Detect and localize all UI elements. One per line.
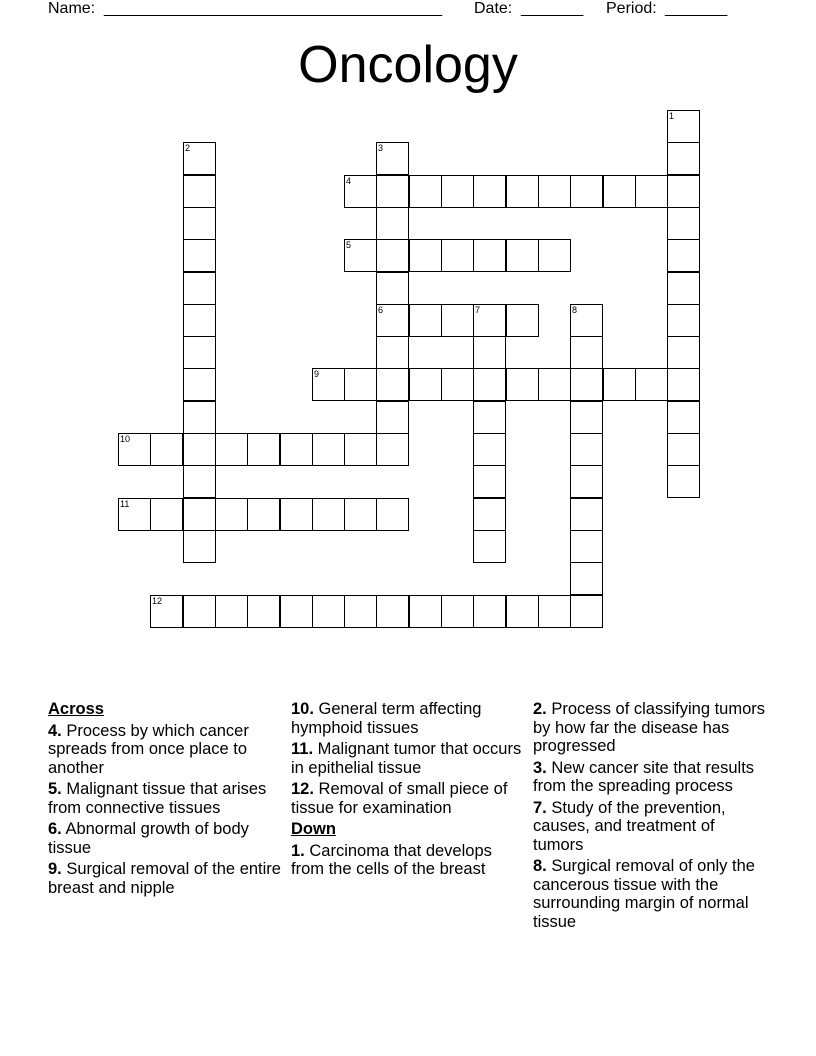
clue-number: 4. [48, 721, 62, 740]
grid-cell[interactable] [409, 304, 442, 337]
grid-cell[interactable] [409, 239, 442, 272]
clue-item [291, 780, 527, 817]
grid-cell[interactable] [667, 304, 700, 337]
grid-cell[interactable] [183, 207, 216, 240]
clue-item [48, 820, 284, 857]
grid-cell[interactable] [280, 595, 313, 628]
cell-number: 12 [152, 596, 163, 606]
date-label: Date: [474, 0, 513, 17]
grid-cell[interactable] [538, 239, 571, 272]
clue-number: 5. [48, 780, 62, 798]
clue-item [291, 842, 527, 879]
grid-cell[interactable] [570, 498, 603, 531]
clue-column-3 [533, 700, 769, 934]
grid-cell[interactable] [312, 595, 345, 628]
grid-cell[interactable] [441, 175, 474, 208]
grid-cell[interactable] [667, 239, 700, 272]
grid-cell[interactable] [376, 336, 409, 369]
grid-cell[interactable] [570, 562, 603, 595]
grid-cell[interactable] [667, 465, 700, 498]
grid-cell[interactable] [570, 175, 603, 208]
grid-cell[interactable] [506, 239, 539, 272]
grid-cell[interactable] [506, 595, 539, 628]
grid-cell[interactable] [409, 595, 442, 628]
grid-cell[interactable] [473, 401, 506, 434]
grid-cell[interactable] [312, 368, 345, 401]
period-label: Period: [606, 0, 657, 17]
clue-text: Process of classifying tumors by how far the disease has progressed [533, 700, 766, 755]
grid-cell[interactable] [603, 368, 636, 401]
grid-cell[interactable] [570, 433, 603, 466]
grid-cell[interactable] [183, 272, 216, 305]
grid-cell[interactable] [506, 304, 539, 337]
grid-cell[interactable] [667, 336, 700, 369]
grid-cell[interactable] [344, 433, 377, 466]
grid-cell[interactable] [667, 175, 700, 208]
grid-cell[interactable] [312, 498, 345, 531]
clue-item [533, 700, 769, 756]
name-field[interactable]: ______________________________________ [104, 0, 443, 17]
clue-text: Surgical removal of only the cancerous tissue with the surrounding margin of normal tissue [533, 857, 755, 931]
grid-cell[interactable] [473, 175, 506, 208]
grid-cell[interactable] [570, 465, 603, 498]
clue-number: 3. [533, 758, 547, 777]
grid-cell[interactable] [376, 142, 409, 175]
grid-cell[interactable] [441, 595, 474, 628]
clue-item [533, 759, 769, 796]
grid-cell[interactable] [635, 368, 668, 401]
grid-cell[interactable] [183, 368, 216, 401]
grid-cell[interactable] [376, 175, 409, 208]
grid-cell[interactable] [376, 498, 409, 531]
grid-cell[interactable] [183, 433, 216, 466]
grid-cell[interactable] [538, 368, 571, 401]
grid-cell[interactable] [183, 595, 216, 628]
clue-item [291, 740, 527, 777]
grid-cell[interactable] [183, 530, 216, 563]
grid-cell[interactable] [150, 498, 183, 531]
grid-cell[interactable] [473, 530, 506, 563]
grid-cell[interactable] [473, 465, 506, 498]
grid-cell[interactable] [344, 368, 377, 401]
grid-cell[interactable] [376, 304, 409, 337]
page-title: Oncology [298, 36, 518, 94]
date-field[interactable]: _______ [521, 0, 584, 17]
clue-number: 7. [533, 798, 547, 817]
grid-cell[interactable] [376, 433, 409, 466]
grid-cell[interactable] [441, 239, 474, 272]
grid-cell[interactable] [247, 433, 280, 466]
clue-text: Surgical removal of the entire breast and nipple [48, 860, 281, 897]
grid-cell[interactable] [344, 239, 377, 272]
grid-cell[interactable] [312, 433, 345, 466]
clue-number: 10. [291, 700, 314, 718]
clue-text: Malignant tissue that arises from connective tissues [48, 780, 267, 817]
cell-number: 3 [378, 143, 384, 153]
grid-cell[interactable] [183, 239, 216, 272]
grid-cell[interactable] [150, 433, 183, 466]
cell-number: 8 [572, 305, 578, 315]
grid-cell[interactable] [376, 595, 409, 628]
clue-number: 1. [291, 841, 305, 860]
clue-item [533, 799, 769, 855]
grid-cell[interactable] [183, 175, 216, 208]
cell-number: 2 [185, 143, 191, 153]
grid-cell[interactable] [376, 207, 409, 240]
cell-number: 5 [346, 240, 352, 250]
grid-cell[interactable] [118, 498, 151, 531]
clue-text: Abnormal growth of body tissue [48, 820, 249, 857]
grid-cell[interactable] [183, 142, 216, 175]
clue-text: Carcinoma that develops from the cells of the breast [291, 841, 492, 878]
clue-text: Study of the prevention, causes, and treatment of tumors [533, 798, 726, 854]
grid-cell[interactable] [280, 433, 313, 466]
grid-cell[interactable] [506, 175, 539, 208]
grid-cell[interactable] [506, 368, 539, 401]
cell-number: 1 [669, 111, 675, 121]
grid-cell[interactable] [473, 498, 506, 531]
grid-cell[interactable] [118, 433, 151, 466]
clue-number: 12. [291, 780, 314, 798]
cell-number: 7 [475, 305, 481, 315]
clue-heading: Down [291, 820, 336, 838]
grid-cell[interactable] [570, 530, 603, 563]
grid-cell[interactable] [667, 142, 700, 175]
grid-cell[interactable] [183, 304, 216, 337]
grid-cell[interactable] [667, 401, 700, 434]
grid-cell[interactable] [538, 595, 571, 628]
grid-cell[interactable] [344, 498, 377, 531]
clue-item [48, 860, 284, 897]
grid-cell[interactable] [570, 336, 603, 369]
grid-cell[interactable] [183, 401, 216, 434]
grid-cell[interactable] [344, 595, 377, 628]
clue-text: Removal of small piece of tissue for examination [291, 780, 508, 817]
clue-column-1 [48, 700, 284, 900]
cell-number: 9 [314, 369, 320, 379]
cell-number: 10 [120, 434, 131, 444]
grid-cell[interactable] [667, 207, 700, 240]
grid-cell[interactable] [667, 110, 700, 143]
name-label: Name: [48, 0, 96, 17]
grid-cell[interactable] [215, 433, 248, 466]
grid-cell[interactable] [603, 175, 636, 208]
grid-cell[interactable] [183, 465, 216, 498]
clue-text: Process by which cancer spreads from once place to another [48, 721, 249, 777]
grid-cell[interactable] [570, 595, 603, 628]
grid-cell[interactable] [441, 304, 474, 337]
clue-text: New cancer site that results from the spreading process [533, 758, 755, 795]
clue-item [291, 700, 527, 737]
grid-cell[interactable] [473, 595, 506, 628]
grid-cell[interactable] [150, 595, 183, 628]
clue-number: 9. [48, 860, 62, 878]
clue-heading: Across [48, 700, 104, 718]
grid-cell[interactable] [635, 175, 668, 208]
grid-cell[interactable] [667, 272, 700, 305]
period-field[interactable]: _______ [665, 0, 728, 17]
grid-cell[interactable] [473, 304, 506, 337]
grid-cell[interactable] [570, 368, 603, 401]
cell-number: 6 [378, 305, 384, 315]
grid-cell[interactable] [280, 498, 313, 531]
grid-cell[interactable] [538, 175, 571, 208]
grid-cell[interactable] [441, 368, 474, 401]
grid-cell[interactable] [473, 336, 506, 369]
clue-item [533, 857, 769, 931]
grid-cell[interactable] [409, 368, 442, 401]
grid-cell[interactable] [215, 498, 248, 531]
grid-cell[interactable] [570, 401, 603, 434]
clue-text: General term affecting hymphoid tissues [291, 700, 482, 737]
clue-number: 2. [533, 700, 547, 718]
cell-number: 4 [346, 176, 352, 186]
grid-cell[interactable] [667, 433, 700, 466]
grid-cell[interactable] [409, 175, 442, 208]
grid-cell[interactable] [344, 175, 377, 208]
grid-cell[interactable] [570, 304, 603, 337]
clue-text: Malignant tumor that occurs in epithelial tissue [291, 740, 522, 777]
clue-column-2 [291, 700, 527, 882]
clue-item [48, 780, 284, 817]
grid-cell[interactable] [183, 336, 216, 369]
clue-number: 11. [291, 740, 314, 758]
grid-cell[interactable] [215, 595, 248, 628]
grid-cell[interactable] [473, 433, 506, 466]
grid-cell[interactable] [247, 595, 280, 628]
grid-cell[interactable] [376, 272, 409, 305]
clue-item [48, 722, 284, 778]
grid-cell[interactable] [473, 239, 506, 272]
grid-cell[interactable] [376, 368, 409, 401]
grid-cell[interactable] [376, 239, 409, 272]
clue-number: 6. [48, 820, 62, 838]
grid-cell[interactable] [247, 498, 280, 531]
grid-cell[interactable] [183, 498, 216, 531]
grid-cell[interactable] [473, 368, 506, 401]
cell-number: 11 [120, 499, 130, 509]
grid-cell[interactable] [667, 368, 700, 401]
grid-cell[interactable] [376, 401, 409, 434]
clue-number: 8. [533, 857, 547, 875]
